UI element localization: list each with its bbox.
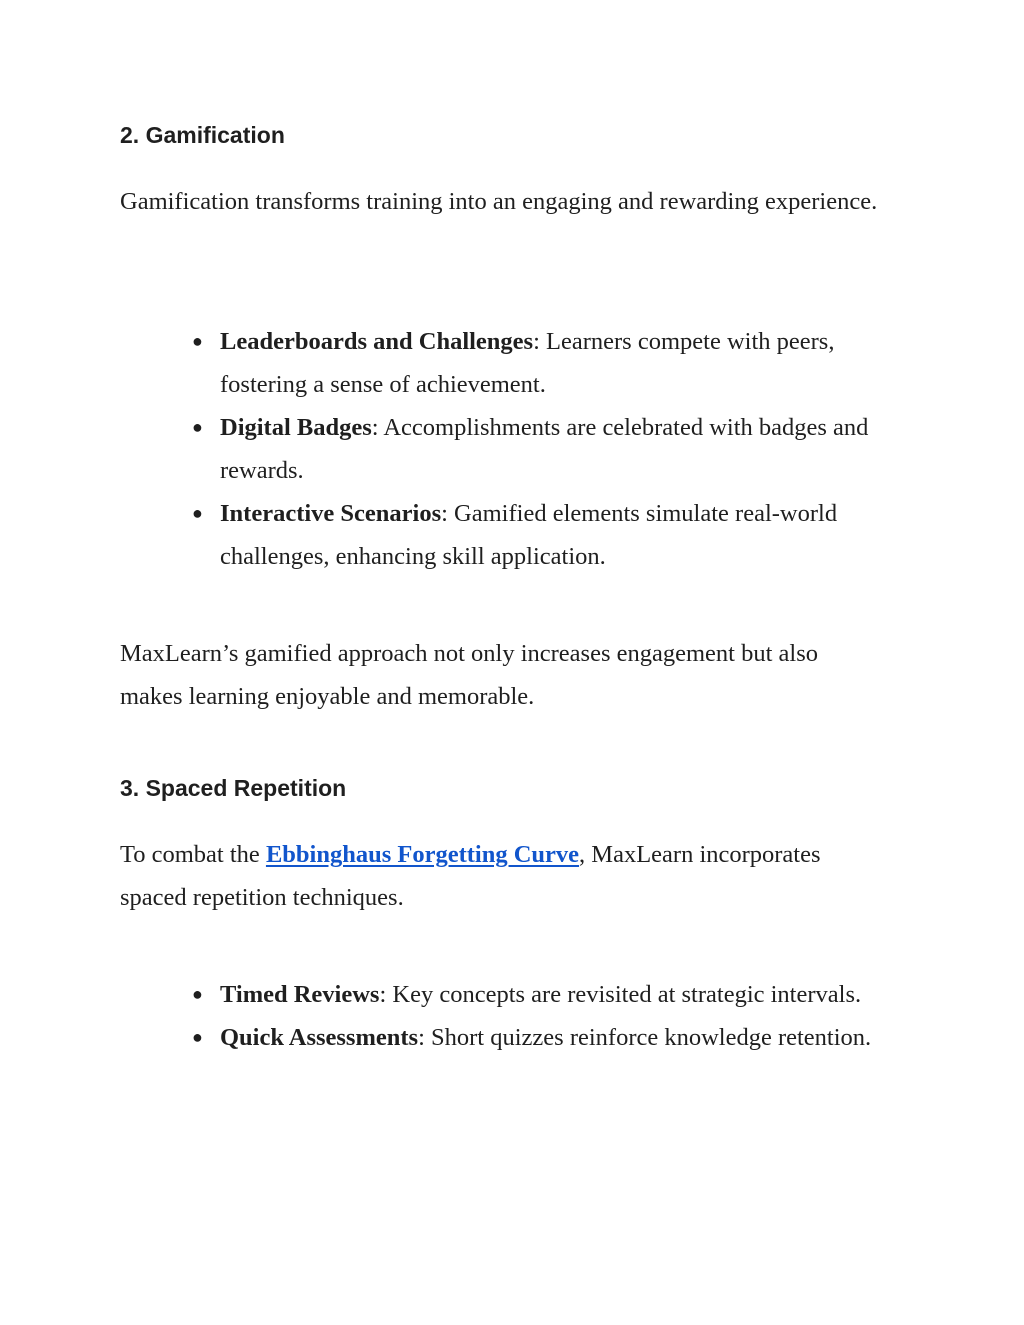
bullet-text: : Gamified elements simulate real-world challenges, enhancing skill application. [220, 500, 838, 570]
bullet-text: : Short quizzes reinforce knowledge retention. [418, 1024, 872, 1051]
ebbinghaus-forgetting-curve-link[interactable]: Ebbinghaus Forgetting Curve [265, 841, 580, 868]
gamification-closing: MaxLearn’s gamified approach not only increases engagement but also makes learning enjoyable and memorable. [120, 640, 819, 710]
gamification-intro: Gamification transforms training into an engaging and rewarding experience. [120, 188, 878, 215]
gamification-bullet-list [187, 320, 887, 578]
intro-text-after: , MaxLearn incorporates spaced repetition techniques. [120, 841, 821, 911]
bullet-icon: ● [192, 984, 203, 1004]
section-heading-gamification: 2. Gamification [120, 122, 285, 148]
bullet-icon: ● [192, 503, 203, 523]
list-item [187, 320, 887, 406]
bullet-term: Interactive Scenarios [220, 500, 442, 527]
bullet-text: : Accomplishments are celebrated with badges and rewards. [220, 414, 869, 484]
spaced-repetition-intro [120, 833, 880, 919]
bullet-text: : Key concepts are revisited at strategic intervals. [379, 981, 862, 1008]
section-heading-spaced-repetition: 3. Spaced Repetition [120, 775, 347, 801]
list-item [187, 973, 887, 1016]
spaced-repetition-bullet-list [187, 973, 887, 1059]
bullet-term: Timed Reviews [220, 981, 380, 1008]
list-item [187, 1016, 887, 1059]
intro-text-before: To combat the [120, 841, 266, 868]
bullet-icon: ● [192, 331, 203, 351]
list-item [187, 406, 887, 492]
bullet-icon: ● [192, 417, 203, 437]
bullet-term: Leaderboards and Challenges [220, 328, 534, 355]
list-item [187, 492, 887, 578]
bullet-text: : Learners compete with peers, fostering a sense of achievement. [220, 328, 835, 398]
bullet-icon: ● [192, 1027, 203, 1047]
bullet-term: Quick Assessments [220, 1024, 419, 1051]
bullet-term: Digital Badges [220, 414, 372, 441]
